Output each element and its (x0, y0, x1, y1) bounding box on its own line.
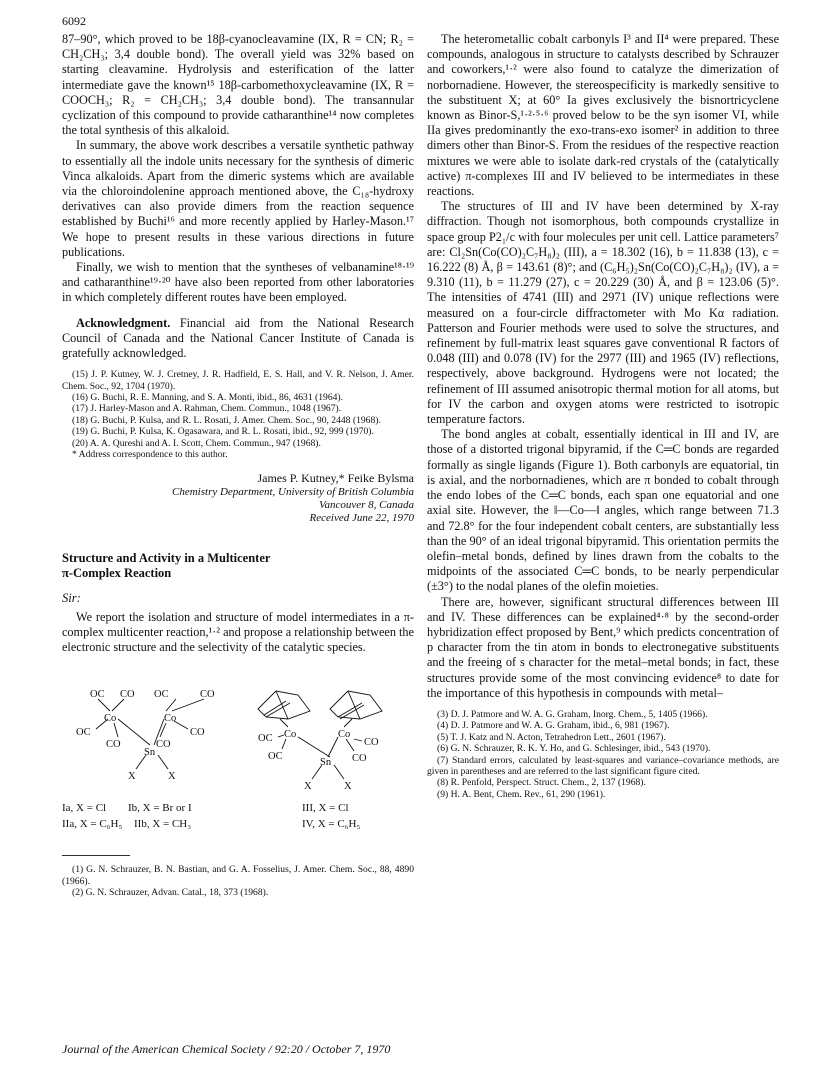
reference: (8) R. Penfold, Perspect. Struct. Chem., 2, 137 (1968). (437, 777, 646, 789)
reference: (20) A. A. Qureshi and A. I. Scott, Chem. Commun., 947 (1968). (72, 437, 321, 449)
compound-caption: III, X = Cl (302, 802, 349, 815)
atom-label: Co (104, 713, 117, 725)
compound-caption: Ia, X = Cl (62, 802, 107, 815)
atom-label: Co (338, 729, 351, 741)
right-column (427, 32, 779, 800)
reference: * Address correspondence to this author. (72, 449, 228, 461)
author-block (62, 471, 414, 525)
references-block (62, 369, 414, 460)
salutation: Sir: (62, 590, 81, 605)
paragraph: We report the isolation and structure of model intermediates in a π-complex multicenter reaction,¹·² and propose a relationship between the electronic structure and the selectivity of the catalytic species. (62, 609, 414, 654)
reference: (3) D. J. Patmore and W. A. G. Graham, Inorg. Chem., 5, 1405 (1966). (437, 708, 708, 720)
compound-caption: IIa, X = C₆H₅ (62, 818, 123, 831)
ligand-label: OC (258, 733, 273, 745)
acknowledgment (62, 316, 414, 362)
reference: (2) G. N. Schrauzer, Advan. Catal., 18, 373 (1968). (72, 886, 269, 898)
acknowledgment-heading: Acknowledgment. (76, 315, 171, 330)
reference: (16) G. Buchi, R. E. Manning, and S. A. Monti, ibid., 86, 4631 (1964). (72, 392, 344, 404)
compound-caption: Ib, X = Br or I (128, 802, 192, 815)
ligand-label: OC (76, 727, 91, 739)
ligand-label: CO (190, 727, 205, 739)
paragraph: In summary, the above work describes a versatile synthetic pathway to essentially all the indole units necessary for the synthesis of dimeric Vinca alkaloids. Apart from the dimeric systems which are available via the chloroindolenine approach mentioned above, the C₁₈-hydroxy derivatives can also provide dimers from the reaction sequence established by Buchi¹⁶ and more recently applied by Harley-Mason.¹⁷ We hope to present results in these various directions in future publications. (62, 138, 414, 259)
page-number: 6092 (62, 14, 86, 28)
structure-diagram (62, 677, 414, 837)
acknowledgment-text: Financial aid from the National Research Council of Canada and the National Cancer Institute of Canada is gratefully acknowledged. (62, 315, 414, 361)
reference: (19) G. Buchi, P. Kulsa, K. Ogasawara, and R. L. Rosati, ibid., 92, 999 (1970). (72, 426, 374, 438)
ligand-label: CO (120, 689, 135, 701)
journal-footer: Journal of the American Chemical Society / 92:20 / October 7, 1970 (62, 1042, 391, 1056)
reference: (7) Standard errors, calculated by least-squares and variance–covariance methods, are given in parentheses and are referred to the last significant figure cited. (427, 754, 779, 777)
substituent-label: X (168, 771, 176, 783)
atom-label: Sn (320, 757, 332, 769)
ligand-label: OC (90, 689, 105, 701)
chemical-structures-figure (62, 677, 414, 837)
substituent-label: X (128, 771, 136, 783)
ligand-label: CO (352, 753, 367, 765)
ligand-label: CO (200, 689, 215, 701)
reference: (4) D. J. Patmore and W. A. G. Graham, ibid., 6, 981 (1967). (437, 720, 670, 732)
compound-caption: IV, X = C₆H₅ (302, 818, 361, 831)
paragraph: There are, however, significant structural differences between III and IV. These differences can be explained⁴·⁸ by the second-order hybridization effect proposed by Bent,⁹ which predicts concentration of p character from the tin atom in bonds to electronegative substituents and the freeing of s character for the metal–metal bonds; in fact, these structures provide some of the most convincing evidence⁸ to date for the importance of this hypothesis in compounds with metal– (427, 594, 779, 700)
substituent-label: X (344, 781, 352, 793)
ligand-label: OC (268, 751, 283, 763)
atom-label: Sn (144, 747, 156, 759)
reference: (6) G. N. Schrauzer, R. K. Y. Ho, and G. Schlesinger, ibid., 543 (1970). (437, 743, 711, 755)
atom-label: Co (164, 713, 177, 725)
reference: (18) G. Buchi, P. Kulsa, and R. L. Rosati, J. Amer. Chem. Soc., 90, 2448 (1968). (72, 414, 381, 426)
ligand-label: OC (154, 689, 169, 701)
paragraph: The bond angles at cobalt, essentially identical in III and IV, are those of a distorted trigonal bipyramid, if the C═C bonds are regarded formally as single ligands (Figure 1). Both carbonyls are equatorial, tin is axial, and the norbornadienes, which are π bonded to cobalt through the endo lobes of the C═C bonds, each span one equatorial and one axial site. However, the ‖—Co—‖ angles, which range between 71.3 and 72.8° for the four independent cobalt centers, are substantially less than the 90° of an ideal trigonal bipyramid. This orientation permits the olefin–metal bonds, defined by lines drawn from the cobalts to the midpoints of the associated C═C bonds, to be nearly perpendicular (±3°) to the nodal planes of the olefin moieties. (427, 427, 779, 594)
paragraph: The heterometallic cobalt carbonyls I³ and II⁴ were prepared. These compounds, analogous in structure to catalysts described by Schrauzer and coworkers,¹·² were also found to catalyze the dimerization of norbornadiene. However, the stereospecificity is markedly sensitive to the substituent X; at 60° Ia gives exclusively the bisnortricyclene known as Binor-S,¹·²·⁵·⁶ proved below to be the syn isomer VI, while IIa gives predominantly the exo-trans-exo isomer² in addition to three dimers other than Binor-S. From the residues of the respective reaction mixtures we were able to isolate dark-red crystals of the (catalytically active) π-complexes III and IV believed to be intermediates in these reactions. (427, 32, 779, 199)
left-column (62, 32, 414, 898)
references-block (427, 709, 779, 800)
footnote-divider (62, 855, 130, 856)
paragraph: Finally, we wish to mention that the syntheses of velbanamine¹⁸·¹⁹ and catharanthine¹⁹·²⁰ have also been reported from other laboratories in which completely different routes have been employed. (62, 260, 414, 305)
ligand-label: CO (364, 737, 379, 749)
compound-caption: IIb, X = CH₃ (134, 818, 192, 831)
reference: (17) J. Harley-Mason and A. Rahman, Chem. Commun., 1048 (1967). (72, 403, 342, 415)
paragraph: The structures of III and IV have been determined by X-ray diffraction. Though not isomorphous, both compounds crystallize in space group P2₁/c with four molecules per unit cell. Lattice parameters⁷ are: Cl₂Sn(Co(CO)₂C₇H₈)₂ (III), a = 18.302 (16), b = 11.838 (13), c = 16.222 (8) Å, β = 143.61 (8)°; and (C₆H₅)₂Sn(Co(CO)₂C₇H₈)₂ (IV), a = 9.310 (11), b = 11.279 (27), c = 20.229 (30) Å, and β = 123.06 (5)°. The intensities of 4741 (III) and 2971 (IV) unique reflections were measured on a four-circle diffractometer with Mo Kα radiation. Patterson and Fourier methods were used to solve the structures, and refinement by full-matrix least squares gave conventional R factors of 0.048 (III) and 0.078 (IV) for the 2977 (III) and 1965 (IV) reflections, respectively, above background. Hydrogens were not located; the refinement of III assumed anisotropic thermal motion for all atoms, but for IV the carbon and oxygen atoms were restricted to isotropic temperature factors. (427, 199, 779, 427)
affiliation: Chemistry Department, University of British Columbia (172, 485, 414, 498)
received-date: Received June 22, 1970 (309, 511, 414, 524)
reference: (15) J. P. Kutney, W. J. Cretney, J. R. Hadfield, E. S. Hall, and V. R. Nelson, J. Amer. Chem. Soc., 92, 1704 (1970). (62, 369, 414, 392)
substituent-label: X (304, 781, 312, 793)
ligand-label: CO (106, 739, 121, 751)
references-block (62, 864, 414, 898)
author-names: James P. Kutney,* Feike Bylsma (257, 470, 414, 485)
atom-label: Co (284, 729, 297, 741)
reference: (5) T. J. Katz and N. Acton, Tetrahedron Lett., 2601 (1967). (437, 731, 666, 743)
paragraph: 87–90°, which proved to be 18β-cyanocleavamine (IX, R = CN; R₂ = CH₂CH₃; 3,4 double bond). The overall yield was 32% based on starting cleavamine. Hydrolysis and esterification of the latter intermediate gave the known¹⁵ 18β-carbomethoxycleavamine (IX, R = COOCH₃; R₂ = CH₂CH₃; 3,4 double bond). The transannular cyclization of this compound to provide catharanthine¹⁴ now completes the total synthesis of this alkaloid. (62, 32, 414, 138)
ligand-label: CO (156, 739, 171, 751)
communication-title: Structure and Activity in a Multicenter π-Complex Reaction (62, 550, 271, 580)
reference: (9) H. A. Bent, Chem. Rev., 61, 290 (1961). (437, 788, 606, 800)
reference: (1) G. N. Schrauzer, B. N. Bastian, and G. A. Fosselius, J. Amer. Chem. Soc., 88, 4890 (1966). (62, 864, 414, 887)
affiliation-city: Vancouver 8, Canada (318, 498, 414, 511)
